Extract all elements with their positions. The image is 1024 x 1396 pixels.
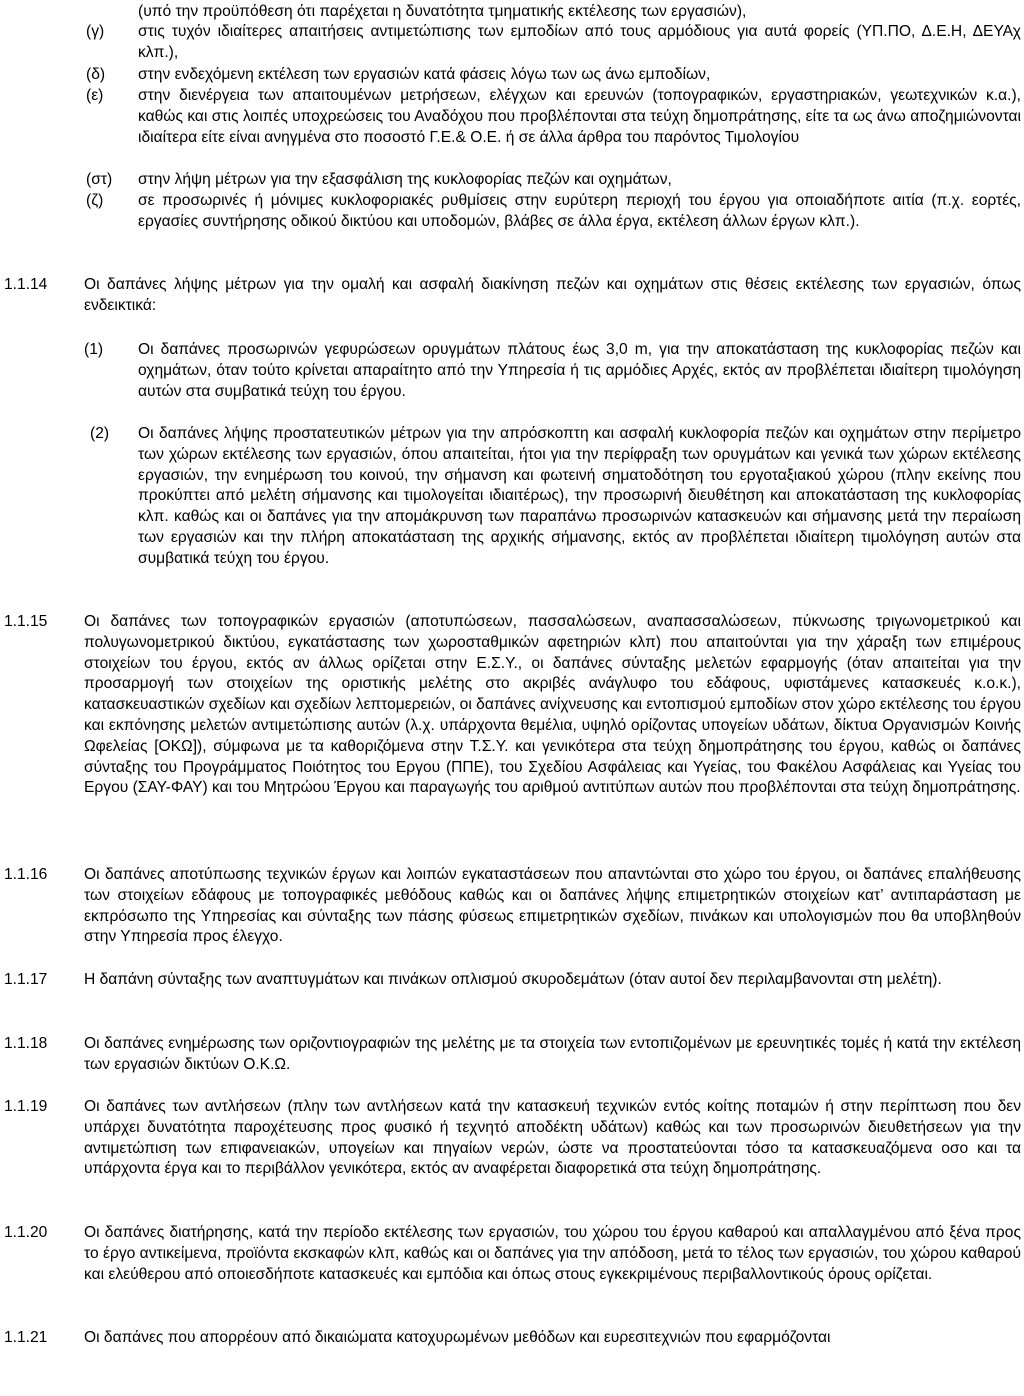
section-1-1-16 bbox=[4, 865, 1021, 948]
item-label: (2) bbox=[90, 425, 110, 442]
section-number: 1.1.20 bbox=[4, 1224, 48, 1241]
item-label: (1) bbox=[84, 341, 104, 358]
continuation-line bbox=[86, 2, 1021, 23]
sub-item-st bbox=[86, 170, 1021, 191]
section-1-1-19 bbox=[4, 1097, 1021, 1180]
sub-item-label: (γ) bbox=[86, 23, 105, 40]
section-number: 1.1.14 bbox=[4, 276, 48, 293]
continuation-text: (υπό την προϋπόθεση ότι παρέχεται η δυνατότητα τμηματικής εκτέλεσης των εργασιών), bbox=[138, 3, 747, 20]
section-number: 1.1.19 bbox=[4, 1098, 48, 1115]
section-1-1-17 bbox=[4, 970, 1021, 991]
sub-item-label: (ε) bbox=[86, 87, 104, 104]
section-1-1-20 bbox=[4, 1223, 1021, 1285]
item-2 bbox=[90, 424, 1021, 570]
item-text: Οι δαπάνες λήψης προστατευτικών μέτρων για την απρόσκοπτη και ασφαλή κυκλοφορία πεζών και οχημάτων στην περίμετρο των χώρων εκτέλεσης των εργασιών, όπου απαιτείται, ήτοι για την περίφραξη των ορυγμάτων και γενικά των χώρων εκτέλεσης εργασιών, την ενημέρωση του κοινού, την σήμανση και φωτεινή σηματοδότηση του εργοταξιακού χώρου (πλην εκείνης που προκύπτει από μελέτη σήμανσης και τιμολογείται ιδιαιτέρως), την προσωρινή διευθέτηση και αποκατάσταση της κυκλοφορίας κλπ. καθώς και οι δαπάνες για την απομάκρυνση των παραπάνω προσωρινών κατασκευών και σήμανσης μετά την περαίωση των εργασιών και την πλήρη αποκατάσταση της αρχικής σήμανσης, εκτός αν προβλέπεται ιδιαίτερη τιμολόγηση αυτών στα συμβατικά τεύχη του έργου. bbox=[138, 425, 1021, 567]
section-text: Η δαπάνη σύνταξης των αναπτυγμάτων και πινάκων οπλισμού σκυροδεμάτων (όταν αυτοί δεν περιλαμβανονται στη μελέτη). bbox=[84, 971, 942, 988]
section-1-1-15 bbox=[4, 612, 1021, 799]
section-1-1-14 bbox=[4, 275, 1021, 317]
section-text: Οι δαπάνες διατήρησης, κατά την περίοδο εκτέλεσης των εργασιών, του χώρου του έργου καθαρού και απαλλαγμένου από ξένα προς το έργο αντικείμενα, προϊόντα εκσκαφών κλπ, καθώς και οι δαπάνες για την απόδοση, μετά το τέλος των εργασιών, του χώρου καθαρού και ελεύθερου από οποιεσδήποτε κατασκευές και εμπόδια και όπως στους εγκεκριμένους περιβαλλοντικούς όρους ορίζεται. bbox=[84, 1224, 1021, 1283]
sub-item-label: (στ) bbox=[86, 171, 113, 188]
section-1-1-18 bbox=[4, 1034, 1021, 1076]
section-number: 1.1.21 bbox=[4, 1329, 48, 1346]
item-1 bbox=[84, 340, 1021, 402]
section-text: Οι δαπάνες των τοπογραφικών εργασιών (αποτυπώσεων, πασσαλώσεων, αναπασσαλώσεων, πύκνωσης τριγωνομετρικού και πολυγωνομετρικού δικτύου, εγκατάστασης των χωροσταθμικών αφετηριών κλπ) που απαιτούνται για την χάραξη των επιμέρους στοιχείων του έργου, εκτός αν άλλως ορίζεται στην Ε.Σ.Υ., οι δαπάνες σύνταξης μελετών εφαρμογής (όταν απαιτείται για την προσαρμογή των στοιχείων της οριστικής μελέτης στο ακριβές ανάγλυφο του εδάφους, υφιστάμενες κατασκευές κ.ο.κ.), κατασκευαστικών σχεδίων και σχεδίων λεπτομερειών, οι δαπάνες ανίχνευσης και εντοπισμού εμποδίων στον χώρο εκτέλεσης του έργου και εκπόνησης μελετών αντιμετώπισης αυτών (λ.χ. υπάρχοντα θεμέλια, υψηλό ορίζοντας υπογείων υδάτων, δίκτυα Οργανισμών Κοινής Ωφελείας [ΟΚΩ]), σύμφωνα με τα καθοριζόμενα στην Τ.Σ.Υ. και γενικότερα στα τεύχη δημοπράτησης του έργου, καθώς οι δαπάνες σύνταξης του Προγράμματος Ποιότητος του Εργου (ΠΠΕ), του Σχεδίου Ασφάλειας και Υγείας, του Φακέλου Ασφάλειας και Υγείας του Εργου (ΣΑΥ-ΦΑΥ) και του Μητρώου Έργου και παραγωγής του αριθμού αντιτύπων αυτών που προβλέπονται στα τεύχη δημοπράτησης. bbox=[84, 613, 1021, 797]
sub-item-text: στην διενέργεια των απαιτουμένων μετρήσεων, ελέγχων και ερευνών (τοπογραφικών, εργαστηριακών, γεωτεχνικών κ.α.), καθώς και στις λοιπές υποχρεώσεις του Αναδόχου που προβλέπονται στα τεύχη δημοπράτησης, είτε τα ως άνω αποζημιώνονται ιδιαίτερα είτε είναι ανηγμένα στο ποσοστό Γ.Ε.& Ο.Ε. ή σε άλλα άρθρα του παρόντος Τιμολογίου bbox=[138, 87, 1021, 146]
sub-item-text: στην ενδεχόμενη εκτέλεση των εργασιών κατά φάσεις λόγω των ως άνω εμποδίων, bbox=[138, 66, 711, 83]
sub-item-d bbox=[86, 65, 1021, 86]
section-text: Οι δαπάνες λήψης μέτρων για την ομαλή και ασφαλή διακίνηση πεζών και οχημάτων στις θέσεις εκτέλεσης των εργασιών, όπως ενδεικτικά: bbox=[84, 276, 1021, 314]
section-text: Οι δαπάνες αποτύπωσης τεχνικών έργων και λοιπών εγκαταστάσεων που απαντώνται στο χώρο του έργου, οι δαπάνες επαλήθευσης των στοιχείων εδάφους με τοπογραφικές μεθόδους καθώς και οι δαπάνες λήψης επιμετρητικών στοιχείων κατ’ αντιπαράσταση με εκπρόσωπο της Υπηρεσίας και σύνταξης των πάσης φύσεως επιμετρητικών σχεδίων, πινάκων και υπολογισμών που θα υποβληθούν στην Υπηρεσία προς έλεγχο. bbox=[84, 866, 1021, 946]
sub-item-text: σε προσωρινές ή μόνιμες κυκλοφοριακές ρυθμίσεις στην ευρύτερη περιοχή του έργου για οποιαδήποτε αιτία (π.χ. εορτές, εργασίες συντήρησης οδικού δικτύου και υποδομών, βλάβες σε άλλα έργα, εκτέλεση άλλων έργων κλπ.). bbox=[138, 192, 1021, 230]
section-text: Οι δαπάνες ενημέρωσης των οριζοντιογραφιών της μελέτης με τα στοιχεία των εντοπιζομένων με ερευνητικές τομές ή κατά την εκτέλεση των εργασιών δικτύων Ο.Κ.Ω. bbox=[84, 1035, 1021, 1073]
sub-item-z bbox=[86, 191, 1021, 233]
item-text: Οι δαπάνες προσωρινών γεφυρώσεων ορυγμάτων πλάτους έως 3,0 m, για την αποκατάσταση της κυκλοφορίας πεζών και οχημάτων, όταν τούτο κρίνεται απαραίτητο από την Υπηρεσία ή τις αρμόδιες Αρχές, εκτός αν προβλέπεται ιδιαίτερη τιμολόγηση αυτών στα συμβατικά τεύχη του έργου. bbox=[138, 341, 1021, 400]
section-1-1-21 bbox=[4, 1328, 1021, 1349]
sub-item-g bbox=[86, 22, 1021, 64]
section-number: 1.1.17 bbox=[4, 971, 48, 988]
section-number: 1.1.18 bbox=[4, 1035, 48, 1052]
sub-item-text: στην λήψη μέτρων για την εξασφάλιση της κυκλοφορίας πεζών και οχημάτων, bbox=[138, 171, 672, 188]
sub-item-text: στις τυχόν ιδιαίτερες απαιτήσεις αντιμετώπισης των εμποδίων από τους αρμόδιους για αυτά φορείς (ΥΠ.ΠΟ, Δ.Ε.Η, ΔΕΥΑχ κλπ.), bbox=[138, 23, 1021, 61]
sub-item-label: (ζ) bbox=[86, 192, 104, 209]
section-number: 1.1.16 bbox=[4, 866, 48, 883]
section-text: Οι δαπάνες των αντλήσεων (πλην των αντλήσεων κατά την κατασκευή τεχνικών εντός κοίτης ποταμών ή στην περίπτωση που δεν υπάρχει δυνατότητα παροχέτευσης προς φυσικό ή τεχνητό αποδέκτη υδάτων) καθώς και των προσωρινών διευθετήσεων για την αντιμετώπιση των επιφανειακών, υπογείων και πηγαίων νερών, ώστε να προστατεύονται τόσο τα κατασκευαζόμενα οσο και τα υπάρχοντα έργα και το περιβάλλον γενικότερα, εκτός αν αναφέρεται διαφορετικά στα τεύχη δημοπράτησης. bbox=[84, 1098, 1021, 1178]
section-number: 1.1.15 bbox=[4, 613, 48, 630]
section-text: Οι δαπάνες που απορρέουν από δικαιώματα κατοχυρωμένων μεθόδων και ευρεσιτεχνιών που εφαρμόζονται bbox=[84, 1329, 831, 1346]
sub-item-label: (δ) bbox=[86, 66, 106, 83]
sub-item-e bbox=[86, 86, 1021, 148]
